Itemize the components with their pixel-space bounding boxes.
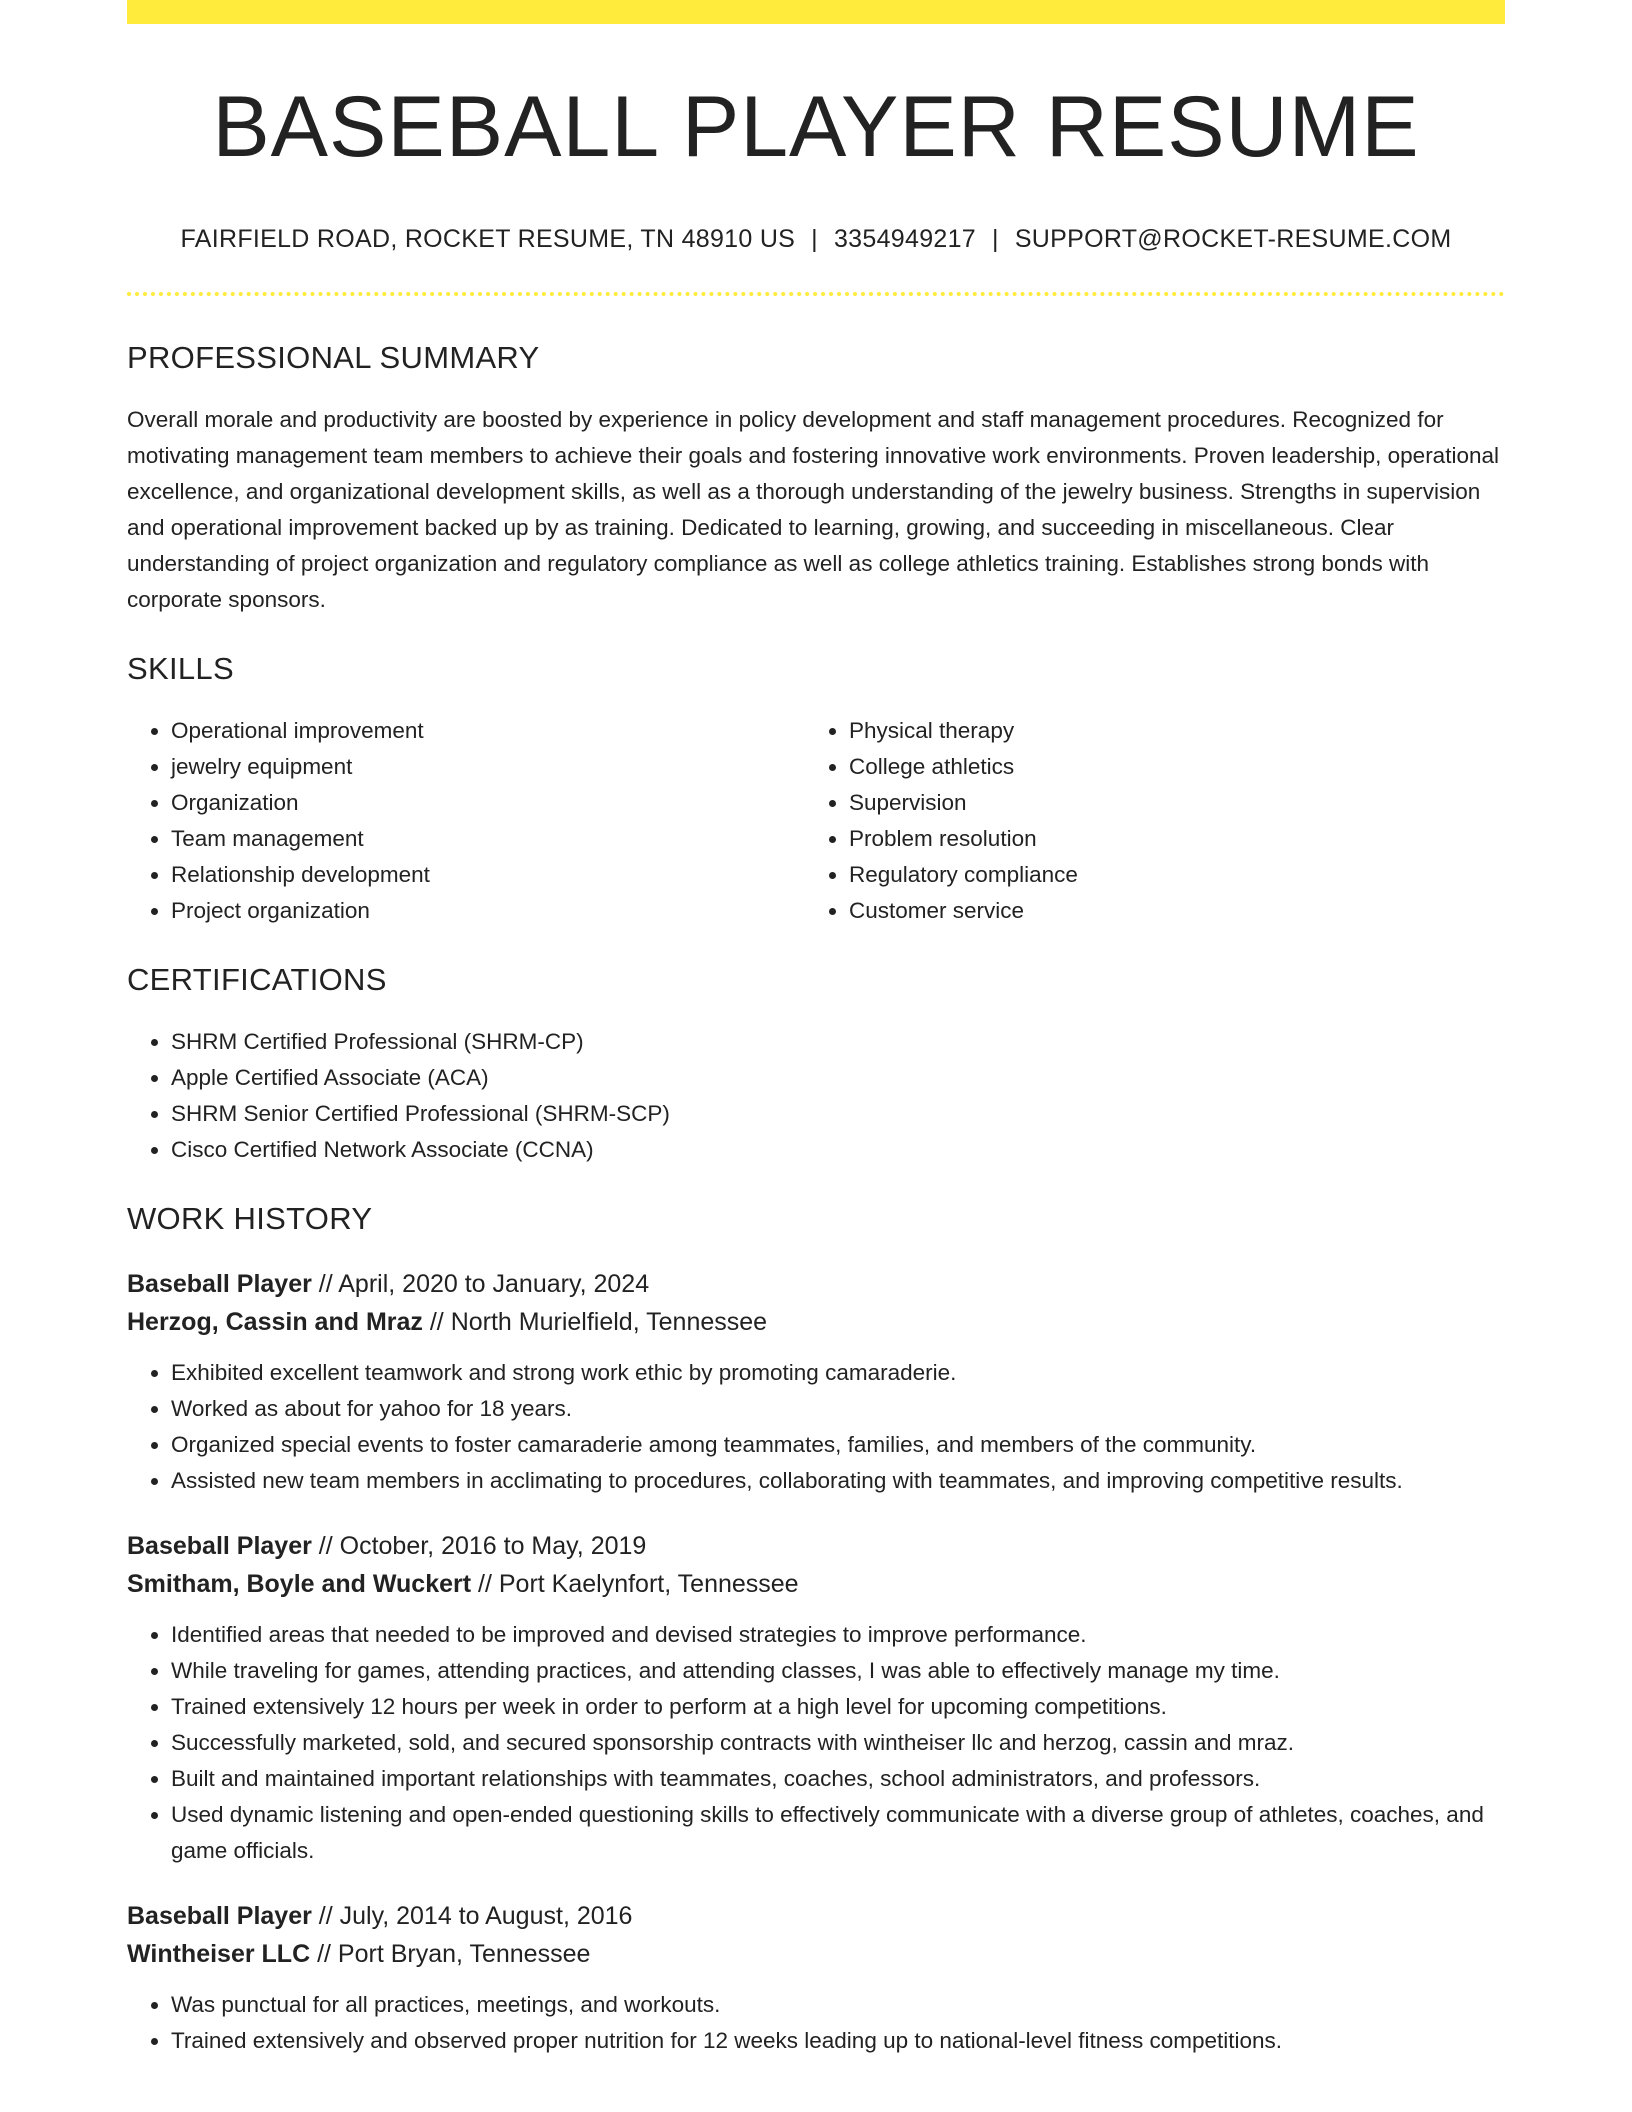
job-company-line [127,1935,1505,1973]
skill-item: • College athletics [849,749,1483,785]
contact-separator: | [992,224,999,253]
skill-item: • Supervision [849,785,1483,821]
job-dates: // October, 2016 to May, 2019 [318,1531,647,1560]
job-bullet: • Identified areas that needed to be improved and devised strategies to improve performance. [171,1617,1505,1653]
contact-line [127,225,1505,254]
certifications-list [127,1024,1505,1168]
dotted-divider [127,292,1505,296]
job-entry [127,1897,1505,2059]
job-bullet: • Was punctual for all practices, meetings, and workouts. [171,1987,1505,2023]
certifications-heading: CERTIFICATIONS [127,961,387,997]
job-role-line [127,1897,1505,1935]
contact-email: SUPPORT@ROCKET-RESUME.COM [1014,224,1452,253]
job-bullet: • Worked as about for yahoo for 18 years. [171,1391,1505,1427]
skills-column-right [805,713,1483,929]
skill-item: • Customer service [849,893,1483,929]
job-bullet: • Trained extensively 12 hours per week in order to perform at a high level for upcoming competitions. [171,1689,1505,1725]
job-entry [127,1265,1505,1499]
resume-title: BASEBALL PLAYER RESUME [212,79,1420,175]
certification-item: • Apple Certified Associate (ACA) [171,1060,1505,1096]
accent-top-bar [127,0,1505,24]
job-role: Baseball Player [127,1901,312,1930]
job-bullet: • Organized special events to foster camaraderie among teammates, families, and members of the community. [171,1427,1505,1463]
job-location: // Port Bryan, Tennessee [317,1939,591,1968]
skill-item: • Regulatory compliance [849,857,1483,893]
skill-item: • Organization [171,785,805,821]
job-company-line [127,1565,1505,1603]
job-location: // North Murielfield, Tennessee [429,1307,768,1336]
job-bullet: • Built and maintained important relationships with teammates, coaches, school administrators, and professors. [171,1761,1505,1797]
skill-item: • Operational improvement [171,713,805,749]
skill-item: • Project organization [171,893,805,929]
job-bullet: • Successfully marketed, sold, and secured sponsorship contracts with wintheiser llc and herzog, cassin and mraz. [171,1725,1505,1761]
contact-address: FAIRFIELD ROAD, ROCKET RESUME, TN 48910 US [180,224,796,253]
job-bullet: • Used dynamic listening and open-ended questioning skills to effectively communicate with a diverse group of athletes, coaches, and game officials. [171,1797,1505,1869]
job-role-line [127,1527,1505,1565]
job-location: // Port Kaelynfort, Tennessee [478,1569,799,1598]
job-company: Smitham, Boyle and Wuckert [127,1569,472,1598]
job-role-line [127,1265,1505,1303]
work-history-heading: WORK HISTORY [127,1200,373,1236]
job-bullets [127,1617,1505,1869]
summary-text: Overall morale and productivity are boosted by experience in policy development and staff management procedures. Recognized for motivating management team members to achieve their goals and fostering innovative work environments. Proven leadership, operational excellence, and organizational development skills, as well as a thorough understanding of the jewelry business. Strengths in supervision and operational improvement backed up by as training. Dedicated to learning, growing, and succeeding in miscellaneous. Clear understanding of project organization and regulatory compliance as well as college athletics training. Establishes strong bonds with corporate sponsors. [127,406,1499,612]
job-role: Baseball Player [127,1531,312,1560]
skill-item: • Problem resolution [849,821,1483,857]
skills-grid [127,713,1505,929]
skill-item: • Physical therapy [849,713,1483,749]
skill-item: • jewelry equipment [171,749,805,785]
job-company-line [127,1303,1505,1341]
job-entry [127,1527,1505,1869]
skill-item: • Relationship development [171,857,805,893]
job-bullet: • While traveling for games, attending practices, and attending classes, I was able to effectively manage my time. [171,1653,1505,1689]
contact-phone: 3354949217 [833,224,977,253]
job-bullets [127,1987,1505,2059]
certification-item: • SHRM Senior Certified Professional (SHRM-SCP) [171,1096,1505,1132]
resume-page [127,0,1505,2059]
job-bullets [127,1355,1505,1499]
skills-column-left [127,713,805,929]
skill-item: • Team management [171,821,805,857]
job-dates: // April, 2020 to January, 2024 [318,1269,650,1298]
job-bullet: • Exhibited excellent teamwork and strong work ethic by promoting camaraderie. [171,1355,1505,1391]
job-company: Herzog, Cassin and Mraz [127,1307,423,1336]
skills-heading: SKILLS [127,650,234,686]
contact-separator: | [811,224,818,253]
job-bullet: • Assisted new team members in acclimating to procedures, collaborating with teammates, and improving competitive results. [171,1463,1505,1499]
job-dates: // July, 2014 to August, 2016 [318,1901,633,1930]
summary-heading: PROFESSIONAL SUMMARY [127,339,540,375]
certification-item: • Cisco Certified Network Associate (CCNA) [171,1132,1505,1168]
job-bullet: • Trained extensively and observed proper nutrition for 12 weeks leading up to national-level fitness competitions. [171,2023,1505,2059]
certification-item: • SHRM Certified Professional (SHRM-CP) [171,1024,1505,1060]
job-company: Wintheiser LLC [127,1939,311,1968]
job-role: Baseball Player [127,1269,312,1298]
